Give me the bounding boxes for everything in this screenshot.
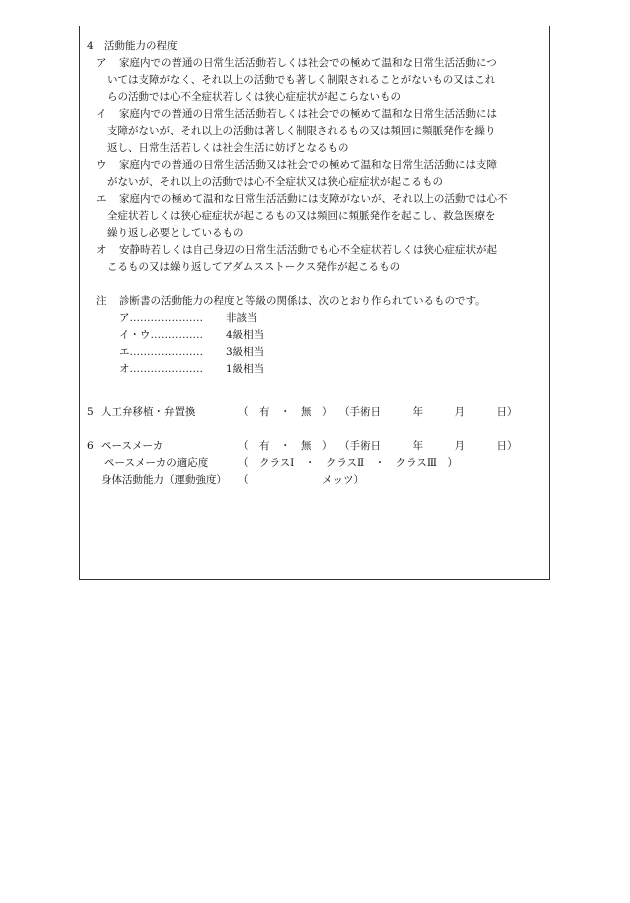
item-u-line-1: 家庭内での普通の日常生活活動又は社会での極めて温和な日常生活活動には支障 (119, 159, 497, 171)
note-grade-e: 3級相当 (226, 346, 265, 358)
item-o-line-1: 安静時若しくは自己身辺の日常生活活動でも心不全症状若しくは狭心症症状が起 (119, 244, 497, 256)
activity-capacity-value[interactable]: （ メッツ） (238, 474, 364, 486)
item-i-line-1: 家庭内での普通の日常生活活動若しくは社会での極めて温和な日常生活活動には (119, 108, 497, 120)
activity-capacity-label: 身体活動能力（運動強度） (101, 474, 227, 486)
note-grade-a: 非該当 (226, 312, 258, 324)
item-a-label: ア (96, 57, 107, 69)
note-key-a: ア………………… (119, 312, 203, 324)
item-a-line-3: らの活動では心不全症状若しくは狭心症症状が起こらないもの (107, 91, 401, 103)
section6-number: 6 (87, 440, 94, 452)
item-o-line-2: こるもの又は繰り返してアダムスストークス発作が起こるもの (107, 261, 401, 273)
section4-number: 4 (87, 40, 94, 52)
item-e-label: エ (96, 193, 107, 205)
item-i-label: イ (96, 108, 107, 120)
note-key-o: オ………………… (119, 363, 203, 375)
item-a-line-2: いては支障がなく、それ以上の活動でも著しく制限されることがないもの又はこれ (107, 74, 496, 86)
pacemaker-options[interactable]: （ 有 ・ 無 ） (238, 440, 333, 452)
item-i-line-3: 返し、日常生活若しくは社会生活に妨げとなるもの (107, 142, 349, 154)
item-e-line-3: 繰り返し必要としているもの (107, 227, 244, 239)
section6-title: ペースメーカ (101, 440, 164, 452)
item-i-line-2: 支障がないが、それ以上の活動は著しく制限されるもの又は頻回に頻脈発作を繰り (107, 125, 496, 137)
section5-title: 人工弁移植・弁置換 (101, 406, 196, 418)
valve-surgery-date[interactable]: （手術日 年 月 日） (339, 406, 518, 418)
section4-title: 活動能力の程度 (104, 40, 178, 52)
item-u-label: ウ (96, 159, 107, 171)
item-u-line-2: がないが、それ以上の活動では心不全症状又は狭心症症状が起こるもの (107, 176, 443, 188)
item-e-line-1: 家庭内での極めて温和な日常生活活動には支障がないが、それ以上の活動では心不 (119, 193, 508, 205)
note-label: 注 (96, 295, 107, 307)
note-text: 診断書の活動能力の程度と等級の関係は、次のとおり作られているものです。 (119, 295, 486, 307)
valve-options[interactable]: （ 有 ・ 無 ） (238, 406, 333, 418)
item-o-label: オ (96, 244, 107, 256)
note-key-iu: イ・ウ…………… (119, 329, 203, 341)
pacemaker-fitness-options[interactable]: （ クラスⅠ ・ クラスⅡ ・ クラスⅢ ） (238, 457, 458, 469)
section5-number: 5 (87, 406, 94, 418)
item-a-line-1: 家庭内での普通の日常生活活動若しくは社会での極めて温和な日常生活活動につ (119, 57, 497, 69)
note-grade-o: 1級相当 (226, 363, 265, 375)
pacemaker-surgery-date[interactable]: （手術日 年 月 日） (339, 440, 518, 452)
note-key-e: エ………………… (119, 346, 203, 358)
item-e-line-2: 全症状若しくは狭心症症状が起こるもの又は頻回に頻脈発作を起こし、救急医療を (107, 210, 496, 222)
pacemaker-fitness-label: ペースメーカの適応度 (104, 457, 209, 469)
note-grade-iu: 4級相当 (226, 329, 265, 341)
